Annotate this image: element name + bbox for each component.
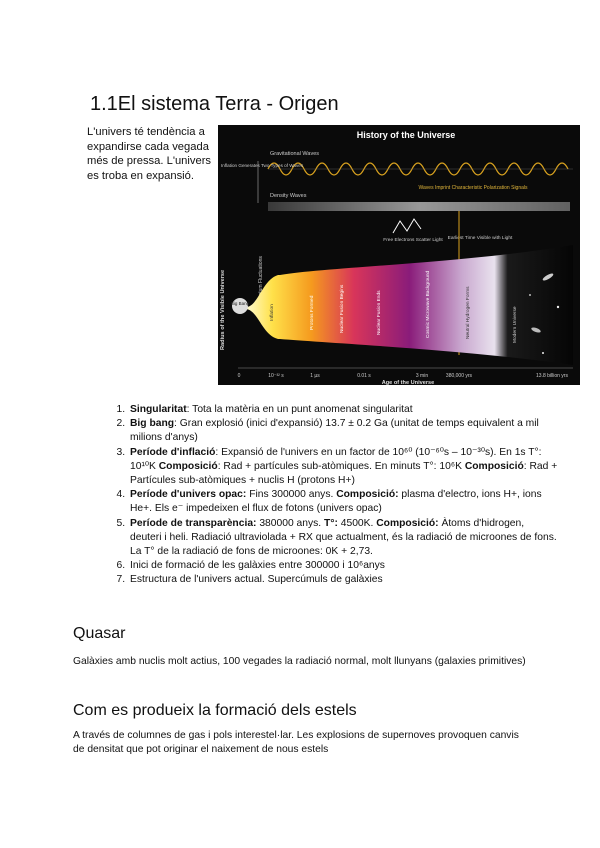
list-item: 5. Període de transparència: 380000 anys. T°: 4500K. Composició: Àtoms d'hidrogen, deuteri i heli. Radiació ultraviolada + RX que actualment, és la radiació de microones de fons. La T° de la radiació de fons de microones: 0K + 2,73.	[128, 517, 558, 560]
era-label: Nuclear Fusion Ends	[377, 290, 382, 335]
figure-title: History of the Universe	[356, 130, 456, 140]
era-label: Neutral Hydrogen Forms	[466, 286, 471, 339]
density-waves-label: Density Waves	[270, 193, 307, 199]
era-label: Modern Universe	[513, 306, 518, 343]
y-axis-label: Radius of the Visible Universe	[220, 269, 226, 350]
x-axis-label: Age of the Universe	[381, 380, 435, 385]
list-item: 4. Període d'univers opac: Fins 300000 anys. Composició: plasma d'electro, ions H+, ions He+. Els e⁻ impedeixen el flux de fotons (univers opac)	[128, 488, 558, 516]
x-tick-label: 1 µs	[310, 373, 320, 379]
x-tick-label: 380,000 yrs	[445, 373, 473, 379]
gravitational-waves-label: Gravitational Waves	[270, 151, 320, 157]
quasar-heading: Quasar	[73, 625, 126, 642]
era-label: Nuclear Fusion Begins	[340, 284, 345, 333]
inflation-note: Inflation Generates Two Types of Waves	[221, 163, 304, 168]
era-label: Cosmic Microwave Background	[426, 270, 431, 338]
list-item: 1. Singularitat: Tota la matèria en un punt anomenat singularitat	[128, 403, 558, 417]
x-tick-label: 10⁻³² s	[268, 373, 284, 379]
x-tick-label: 0	[237, 373, 241, 379]
inflation-label: Inflation	[270, 304, 275, 321]
quantum-fluctuations-label: Quantum Fluctuations	[258, 256, 264, 305]
x-tick-label: 13.8 billion yrs	[536, 373, 568, 379]
earliest-time-label: Earliest Time Visible with Light	[447, 236, 513, 241]
page-title: 1.1El sistema Terra - Origen	[90, 93, 339, 115]
density-band	[268, 202, 570, 211]
free-electrons-label: Free Electrons Scatter Light	[383, 238, 443, 243]
list-item: 7. Estructura de l'univers actual. Supercúmuls de galàxies	[128, 573, 558, 587]
x-tick-label: 3 min	[415, 373, 429, 379]
intro-paragraph: L'univers té tendència a expandirse cada vegada més de pressa. L'univers es troba en expansió.	[87, 126, 212, 182]
events-list	[90, 403, 558, 588]
x-tick-label: 0.01 s	[357, 373, 371, 379]
list-item: 2. Big bang: Gran explosió (inici d'expansió) 13.7 ± 0.2 Ga (unitat de temps equivalent a mil milions d'anys)	[128, 417, 558, 445]
waves-imprint-label: Waves Imprint Characteristic Polarization Signals	[418, 185, 528, 191]
list-item: 6. Inici de formació de les galàxies entre 300000 i 10⁶anys	[128, 559, 558, 573]
big-bang-label: Big Bang	[230, 301, 250, 306]
quasar-text: Galàxies amb nuclis molt actius, 100 vegades la radiació normal, molt llunyans (galaxies primitives)	[73, 656, 526, 667]
era-label: Protons Formed	[310, 295, 315, 330]
history-of-universe-figure	[218, 125, 580, 385]
list-item: 3. Període d'inflació: Expansió de l'univers en un factor de 10⁶⁰ (10⁻⁶⁰s – 10⁻³⁰s). En 1s T°: 10¹⁰K Composició: Rad + partícules sub-atòmiques. En minuts T°: 10⁶K Composició: Rad + Partícules sub-atòmiques + nuclis H (protons H+)	[128, 446, 558, 489]
estels-heading: Com es produeix la formació dels estels	[73, 702, 357, 719]
estels-text: A través de columnes de gas i pols interestel·lar. Les explosions de supernoves provoquen canvis de densitat que pot originar el naixement de nous estels	[73, 730, 519, 755]
